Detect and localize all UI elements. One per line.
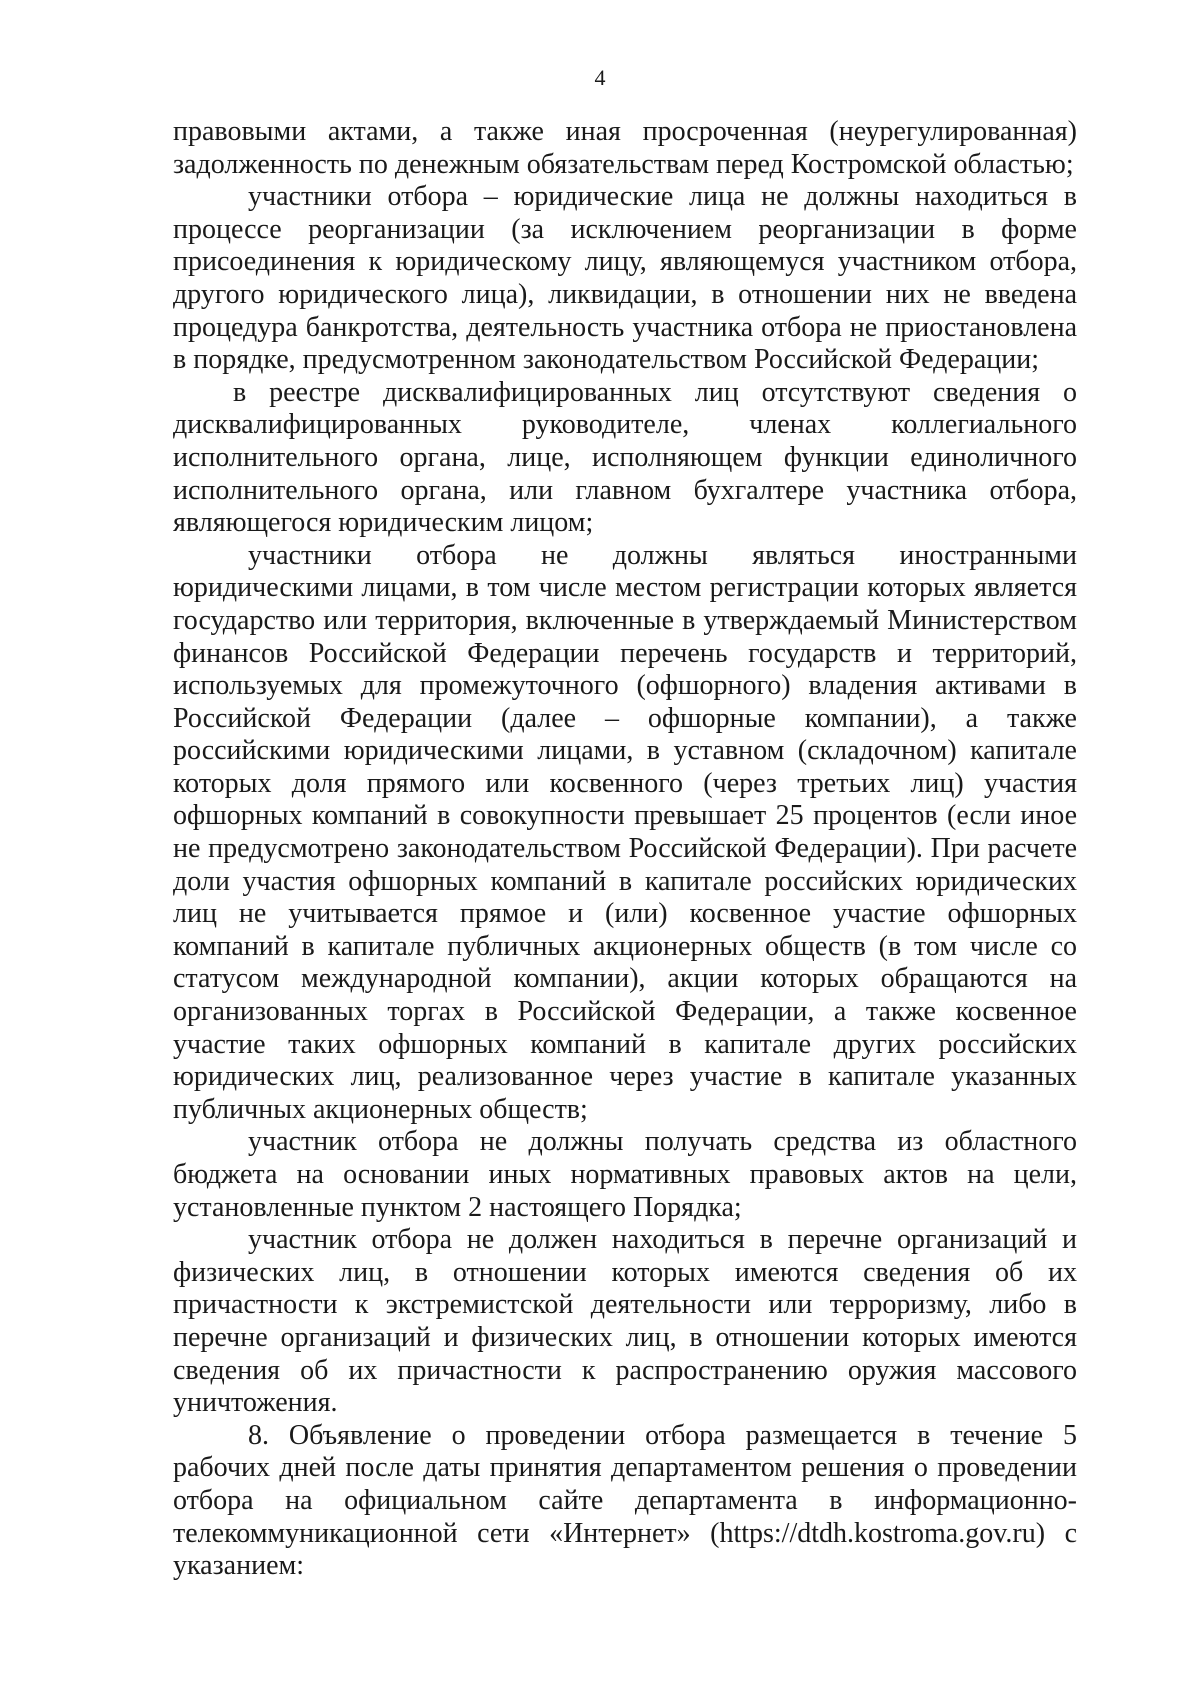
paragraph-reorganization: участники отбора – юридические лица не должны находиться в процессе реорганизации (за исключением реорганизации в форме присоединения к юридическому лицу, являющемуся участником отбора, другого юридического лица), ликвидации, в отношении них не введена процедура банкротства, деятельность участника отбора не приостановлена в порядке, предусмотренном законодательством Российской Федерации; — [173, 181, 1077, 376]
paragraph-offshore-companies: участники отбора не должны являться иностранными юридическими лицами, в том числе местом регистрации которых является государство или территория, включенные в утверждаемый Министерством финансов Российской Федерации перечень государств и территорий, используемых для промежуточного (офшорного) владения активами в Российской Федерации (далее – офшорные компании), а также российскими юридическими лицами, в уставном (складочном) капитале которых доля прямого или косвенного (через третьих лиц) участия офшорных компаний в совокупности превышает 25 процентов (если иное не предусмотрено законодательством Российской Федерации). При расчете доли участия офшорных компаний в капитале российских юридических лиц не учитывается прямое и (или) косвенное участие офшорных компаний в капитале публичных акционерных обществ (в том числе со статусом международной компании), акции которых обращаются на организованных торгах в Российской Федерации, а также косвенное участие таких офшорных компаний в капитале других российских юридических лиц, реализованное через участие в капитале указанных публичных акционерных обществ; — [173, 539, 1077, 1125]
paragraph-budget-funds: участник отбора не должны получать средства из областного бюджета на основании иных нормативных правовых актов на цели, установленные пунктом 2 настоящего Порядка; — [173, 1126, 1077, 1223]
paragraph-continuation: правовыми актами, а также иная просроченная (неурегулированная) задолженность по денежным обязательствам перед Костромской областью; — [173, 116, 1077, 180]
page-number: 4 — [594, 65, 606, 90]
paragraph-extremism-list: участник отбора не должен находиться в перечне организаций и физических лиц, в отношении которых имеются сведения об их причастности к экстремистской деятельности или терроризму, либо в перечне организаций и физических лиц, в отношении которых имеются сведения об их причастности к распространению оружия массового уничтожения. — [173, 1224, 1077, 1419]
document-body — [173, 116, 1077, 1583]
paragraph-disqualified-registry: в реестре дисквалифицированных лиц отсутствуют сведения о дисквалифицированных руководителе, членах коллегиального исполнительного органа, лице, исполняющем функции единоличного исполнительного органа, или главном бухгалтере участника отбора, являющегося юридическим лицом; — [173, 376, 1077, 539]
paragraph-selection-announcement: 8. Объявление о проведении отбора размещается в течение 5 рабочих дней после даты принятия департаментом решения о проведении отбора на официальном сайте департамента в информационно-телекоммуникационной сети «Интернет» (https://dtdh.kostroma.gov.ru) с указанием: — [173, 1419, 1077, 1582]
